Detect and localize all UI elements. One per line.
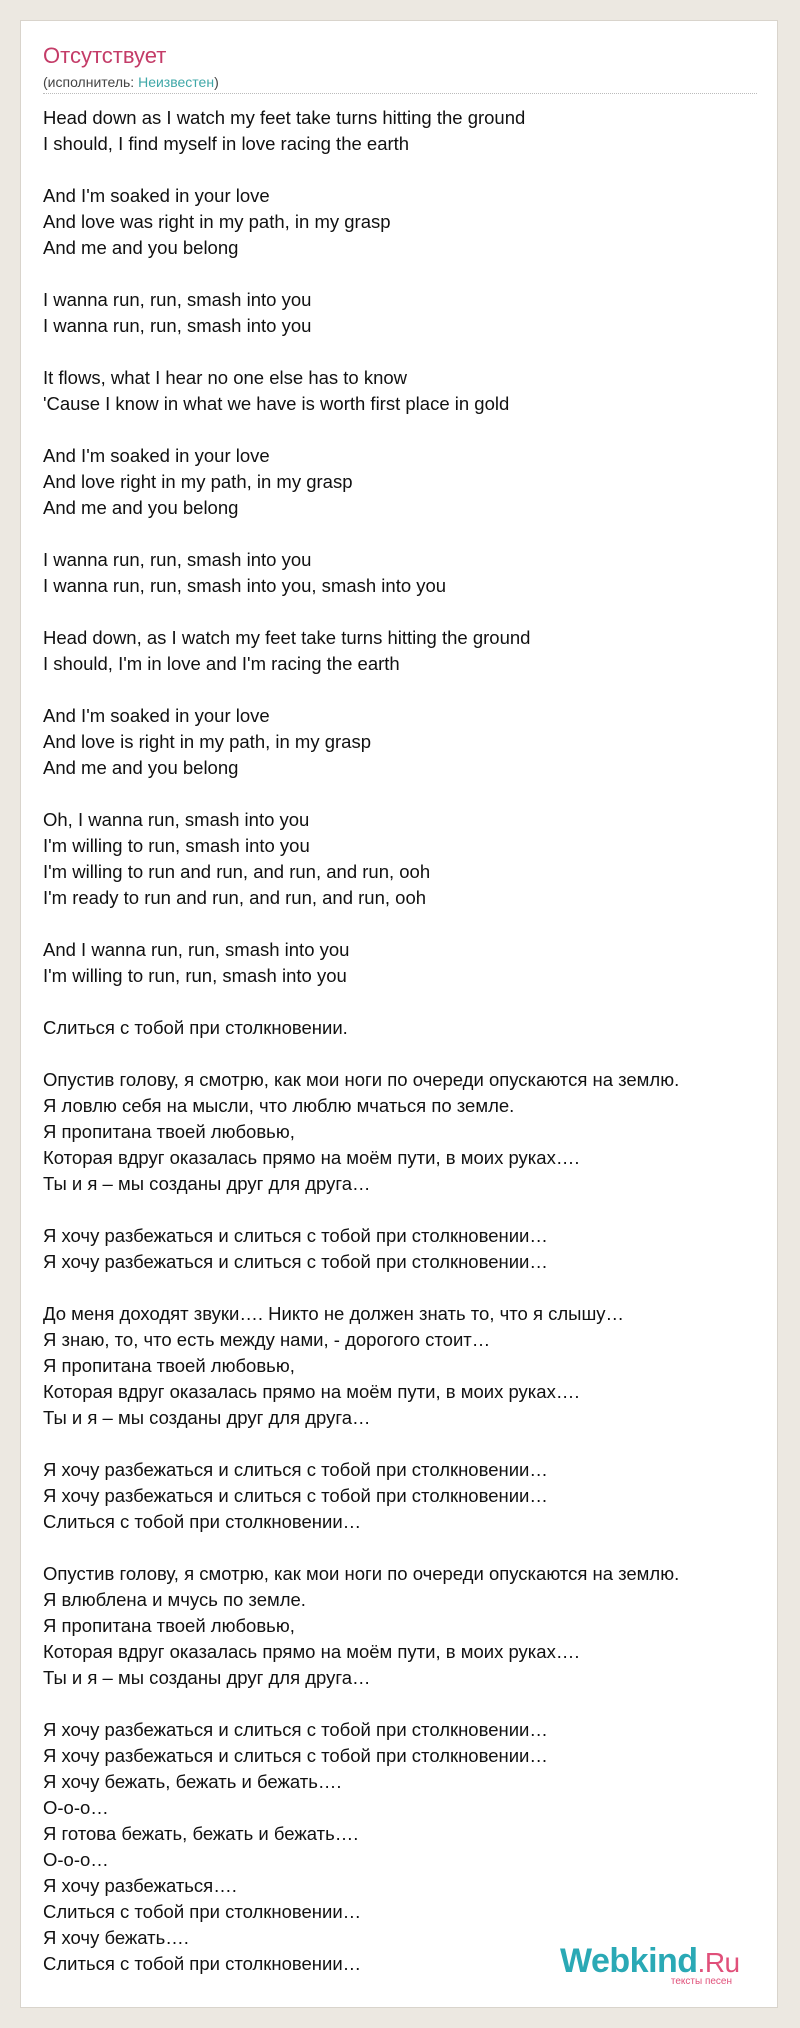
lyric-line: Слиться с тобой при столкновении…	[43, 1953, 362, 1974]
artist-link[interactable]: Неизвестен	[138, 74, 215, 90]
artist-suffix: )	[214, 74, 219, 90]
stanza-break	[43, 521, 763, 547]
lyric-line: Oh, I wanna run, smash into you	[43, 809, 310, 830]
lyric-line: And I'm soaked in your love	[43, 445, 270, 466]
stanza-break	[43, 1041, 763, 1067]
lyric-line: Head down as I watch my feet take turns hitting the ground	[43, 107, 526, 128]
stanza-break	[43, 157, 763, 183]
lyric-line: And me and you belong	[43, 237, 239, 258]
stanza-break	[43, 339, 763, 365]
stanza-break	[43, 599, 763, 625]
lyric-line: Я пропитана твоей любовью,	[43, 1615, 295, 1636]
lyric-line: До меня доходят звуки…. Никто не должен знать то, что я слышу…	[43, 1303, 625, 1324]
lyric-line: Опустив голову, я смотрю, как мои ноги по очереди опускаются на землю.	[43, 1563, 680, 1584]
lyric-line: I'm ready to run and run, and run, and run, ooh	[43, 887, 427, 908]
lyric-line: And love right in my path, in my grasp	[43, 471, 353, 492]
lyric-line: I wanna run, run, smash into you, smash into you	[43, 575, 447, 596]
lyric-line: Слиться с тобой при столкновении.	[43, 1017, 348, 1038]
lyric-line: Которая вдруг оказалась прямо на моём пути, в моих руках….	[43, 1381, 580, 1402]
lyric-line: I wanna run, run, smash into you	[43, 289, 312, 310]
lyric-line: Я хочу разбежаться и слиться с тобой при столкновении…	[43, 1745, 548, 1766]
lyric-line: Я хочу разбежаться….	[43, 1875, 237, 1896]
lyric-line: I should, I'm in love and I'm racing the earth	[43, 653, 400, 674]
stanza-break	[43, 911, 763, 937]
lyric-line: I should, I find myself in love racing the earth	[43, 133, 410, 154]
lyric-line: Я хочу разбежаться и слиться с тобой при столкновении…	[43, 1719, 548, 1740]
lyric-line: Ты и я – мы созданы друг для друга…	[43, 1667, 371, 1688]
stanza-break	[43, 1431, 763, 1457]
lyric-line: Я хочу разбежаться и слиться с тобой при столкновении…	[43, 1251, 548, 1272]
stanza-break	[43, 1197, 763, 1223]
lyric-line: Я хочу бежать, бежать и бежать….	[43, 1771, 342, 1792]
lyric-line: And me and you belong	[43, 497, 239, 518]
lyric-line: Ты и я – мы созданы друг для друга…	[43, 1173, 371, 1194]
logo-suffix: .Ru	[697, 1947, 740, 1978]
lyric-line: Я готова бежать, бежать и бежать….	[43, 1823, 359, 1844]
lyric-line: I'm willing to run, smash into you	[43, 835, 310, 856]
stanza-break	[43, 261, 763, 287]
stanza-break	[43, 677, 763, 703]
lyric-line: Я пропитана твоей любовью,	[43, 1355, 295, 1376]
lyric-line: Я хочу бежать….	[43, 1927, 189, 1948]
logo-tagline: тексты песен	[670, 1976, 732, 1987]
lyric-line: And I'm soaked in your love	[43, 705, 270, 726]
lyrics-text	[43, 105, 763, 1977]
lyric-line: Head down, as I watch my feet take turns hitting the ground	[43, 627, 531, 648]
lyric-line: It flows, what I hear no one else has to know	[43, 367, 408, 388]
lyric-line: О-о-о…	[43, 1849, 109, 1870]
logo-main-text: Webkind	[560, 1942, 698, 1980]
lyric-line: Которая вдруг оказалась прямо на моём пути, в моих руках….	[43, 1641, 580, 1662]
title-divider	[43, 93, 757, 94]
stanza-break	[43, 1691, 763, 1717]
lyric-line: Ты и я – мы созданы друг для друга…	[43, 1407, 371, 1428]
lyric-line: And love was right in my path, in my grasp	[43, 211, 391, 232]
lyric-line: And I wanna run, run, smash into you	[43, 939, 350, 960]
lyric-line: I'm willing to run, run, smash into you	[43, 965, 347, 986]
lyric-line: Слиться с тобой при столкновении…	[43, 1511, 362, 1532]
stanza-break	[43, 1275, 763, 1301]
song-title: Отсутствует	[43, 43, 167, 68]
stanza-break	[43, 1535, 763, 1561]
lyric-line: I wanna run, run, smash into you	[43, 549, 312, 570]
lyric-line: Я хочу разбежаться и слиться с тобой при столкновении…	[43, 1225, 548, 1246]
lyric-line: Я влюблена и мчусь по земле.	[43, 1589, 306, 1610]
lyric-line: I'm willing to run and run, and run, and run, ooh	[43, 861, 431, 882]
lyric-line: Слиться с тобой при столкновении…	[43, 1901, 362, 1922]
lyric-line: And I'm soaked in your love	[43, 185, 270, 206]
artist-line	[43, 74, 219, 90]
lyric-line: Которая вдруг оказалась прямо на моём пути, в моих руках….	[43, 1147, 580, 1168]
lyric-line: 'Cause I know in what we have is worth first place in gold	[43, 393, 510, 414]
lyric-line: Я хочу разбежаться и слиться с тобой при столкновении…	[43, 1485, 548, 1506]
webkind-logo[interactable]	[560, 1942, 750, 1987]
lyric-line: Я ловлю себя на мысли, что люблю мчаться по земле.	[43, 1095, 515, 1116]
lyric-line: Опустив голову, я смотрю, как мои ноги по очереди опускаются на землю.	[43, 1069, 680, 1090]
artist-prefix: (исполнитель:	[43, 74, 139, 90]
stanza-break	[43, 781, 763, 807]
lyrics-card	[20, 20, 778, 2008]
lyric-line: And love is right in my path, in my grasp	[43, 731, 372, 752]
lyric-line: Я хочу разбежаться и слиться с тобой при столкновении…	[43, 1459, 548, 1480]
lyric-line: О-о-о…	[43, 1797, 109, 1818]
lyric-line: Я знаю, то, что есть между нами, - дорогого стоит…	[43, 1329, 491, 1350]
lyric-line: I wanna run, run, smash into you	[43, 315, 312, 336]
stanza-break	[43, 989, 763, 1015]
lyric-line: And me and you belong	[43, 757, 239, 778]
stanza-break	[43, 417, 763, 443]
lyric-line: Я пропитана твоей любовью,	[43, 1121, 295, 1142]
